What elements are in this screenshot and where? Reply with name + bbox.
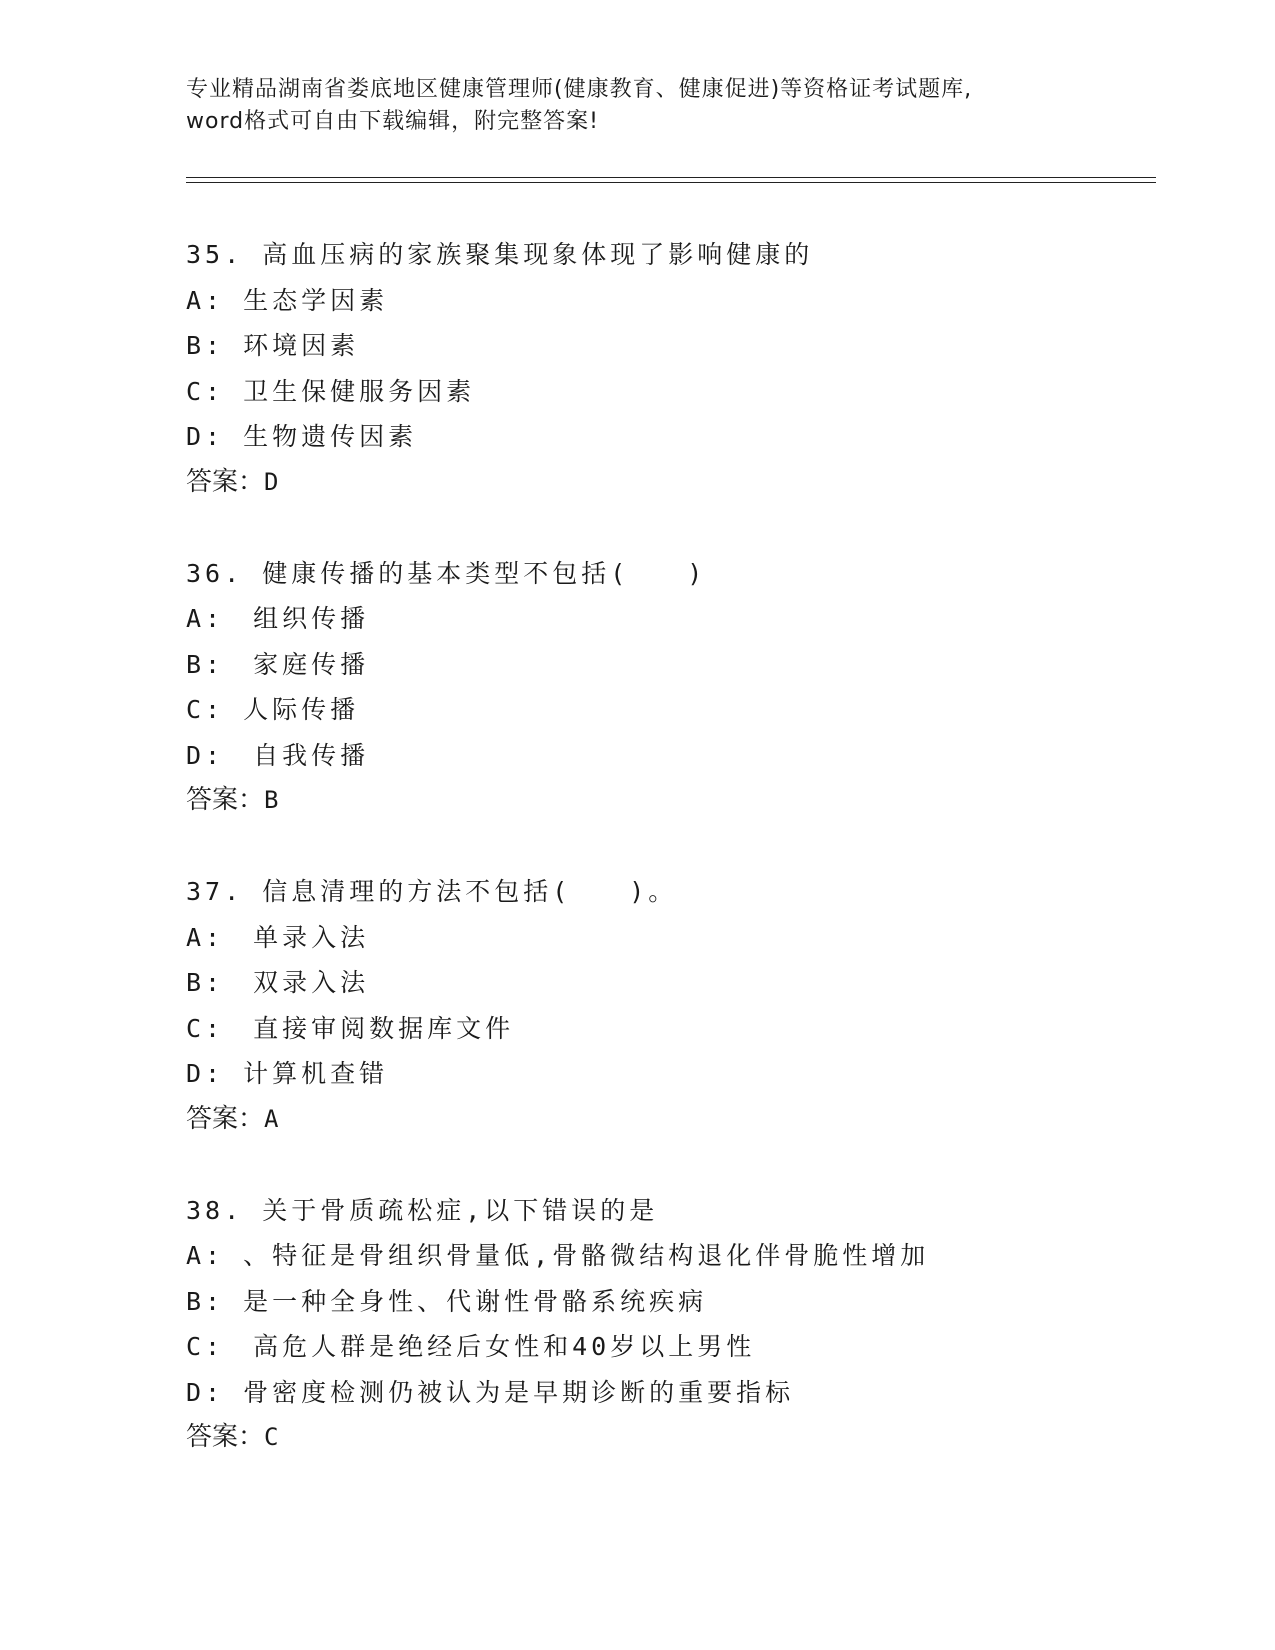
option-a: A: 、特征是骨组织骨量低,骨骼微结构退化伴骨脆性增加 xyxy=(186,1241,930,1270)
header-rule-top xyxy=(186,177,1156,178)
answer-label: 答案： xyxy=(186,466,265,497)
option-c: C: 直接审阅数据库文件 xyxy=(186,1013,515,1043)
answer-value: C xyxy=(264,1423,279,1451)
answer-line xyxy=(186,778,1146,824)
option-d: D: 生物遗传因素 xyxy=(186,422,418,451)
option-a: A: 组织传播 xyxy=(186,604,370,633)
answer-value: B xyxy=(264,786,279,814)
option-d: D: 计算机查错 xyxy=(186,1059,389,1088)
option-d: D: 自我传播 xyxy=(186,740,370,770)
answer-line xyxy=(186,1097,1146,1143)
answer-line xyxy=(186,1415,1146,1461)
option-b: B: 双录入法 xyxy=(186,968,370,997)
question-list xyxy=(186,232,1146,1461)
question-37 xyxy=(186,869,1146,1142)
answer-label: 答案： xyxy=(186,1103,265,1134)
question-spacer xyxy=(186,505,1146,551)
question-spacer xyxy=(186,824,1146,870)
option-b: B: 环境因素 xyxy=(186,331,360,360)
answer-label: 答案： xyxy=(186,1422,265,1452)
question-36 xyxy=(186,551,1146,824)
question-spacer xyxy=(186,1142,1146,1188)
header-line-2: word格式可自由下载编辑，附完整答案! xyxy=(186,109,599,134)
option-d: D: 骨密度检测仍被认为是早期诊断的重要指标 xyxy=(186,1377,795,1407)
header-rule-bottom xyxy=(186,182,1156,183)
answer-line xyxy=(186,460,1146,506)
option-c: C: 人际传播 xyxy=(186,695,360,724)
option-a: A: 生态学因素 xyxy=(186,285,389,315)
option-c: C: 卫生保健服务因素 xyxy=(186,376,476,406)
document-header xyxy=(186,74,1106,138)
option-a: A: 单录入法 xyxy=(186,922,370,952)
question-stem: 38. 关于骨质疏松症,以下错误的是 xyxy=(186,1195,659,1225)
answer-value: D xyxy=(264,467,279,496)
question-38 xyxy=(186,1188,1146,1461)
question-stem: 35. 高血压病的家族聚集现象体现了影响健康的 xyxy=(186,240,814,269)
option-b: B: 家庭传播 xyxy=(186,649,370,679)
question-stem: 36. 健康传播的基本类型不包括( ) xyxy=(186,558,707,588)
option-c: C: 高危人群是绝经后女性和40岁以上男性 xyxy=(186,1332,756,1361)
header-line-1: 专业精品湖南省娄底地区健康管理师(健康教育、健康促进)等资格证考试题库, xyxy=(186,77,973,102)
option-b: B: 是一种全身性、代谢性骨骼系统疾病 xyxy=(186,1286,708,1316)
answer-value: A xyxy=(264,1104,279,1133)
question-35 xyxy=(186,232,1146,505)
question-stem: 37. 信息清理的方法不包括( )。 xyxy=(186,877,678,906)
answer-label: 答案： xyxy=(186,785,265,815)
